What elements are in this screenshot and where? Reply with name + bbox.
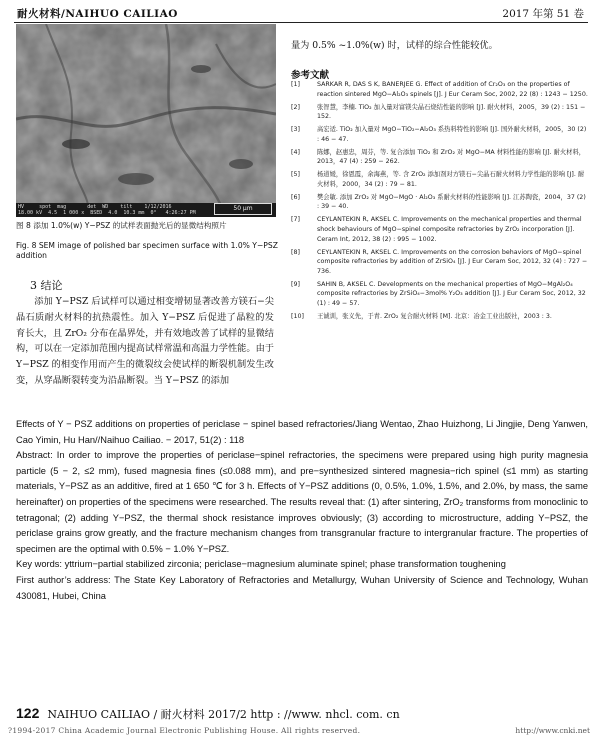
references-heading: 参考文献: [291, 70, 330, 81]
reference-item: [10] 王诚训，张义先，于青. ZrO₂ 复合耐火材料 [M]. 北京：冶金工业出版社，2003 : 3.: [291, 312, 552, 320]
reference-item: [9] SAHIN B, AKSEL C. Developments on the mechanical properties of MgO−MgAl₂O₄ composite refractories by ZrSiO₄−3mol% Y₂O₃ addition [J]. J Eur Ceram Soc, 2012, 32 (1) : 49 − 57.: [291, 280, 586, 307]
conclusion-continuation: 量为 0.5% ~1.0%(w) 时，试样的综合性能较优。: [291, 40, 498, 51]
abstract-text: Abstract: In order to improve the properties of periclase−spinel refractories, the specimens were prepared using high purity magnesia particle (5 − 2, ≤2 mm), fused magnesia fines (≤0.088 mm), and pre−synthesized sintered magnesia−rich spinel (≤1 mm) as starting materials, Y−PSZ as an additive, fired at 1 650 ℃ for 3 h. Effects of Y−PSZ additions (0, 0.5%, 1.0%, 1.5%, and 2.0%, by mass, the same hereinafter) on properties of the specimens were researched. The results reveal that: (1) after sintering, ZrO₂ transforms from monoclinic to tetragonal; (2) adding Y−PSZ, the thermal shock resistance improves obviously; (3) according to microstructure, adding Y−PSZ, the periclase grains grow greatly, and the fracture mechanism changes from transgranular fracture to intergranular fracture. The properties of specimen are the optimal with 0.5% − 1.0% Y−PSZ.: [16, 450, 588, 554]
reference-list: [291, 80, 589, 325]
reference-item: [7] CEYLANTEKIN R, AKSEL C. Improvements on the mechanical properties and thermal shock behaviours of MgO−spinel composite refractories by ZrO₂ incorporation [J]. Ceram Int, 2012, 38 (2) : 995 − 1002.: [291, 216, 582, 243]
reference-item: [8] CEYLANTEKIN R, AKSEL C. Improvements on the corrosion behaviors of MgO−spinel composite refractories by addition of ZrSiO₄ [J]. J Eur Ceram Soc, 2012, 32 (4) : 727 − 736.: [291, 248, 588, 275]
reference-item: [6] 樊会敏. 添加 ZrO₂ 对 MgO−MgO · Al₂O₃ 系耐火材料的性能影响 [J]. 江苏陶瓷，2004，37 (2) : 39 − 40.: [291, 193, 586, 211]
page-footer: [16, 705, 400, 722]
reference-item: [1] SARKAR R, DAS S K, BANERJEE G. Effect of addition of Cr₂O₃ on the properties of reaction sintered MgO−Al₂O₃ spinels [J]. J Eur Ceram Soc, 2002, 22 (8) : 1243 − 1250.: [291, 81, 588, 98]
copyright-notice: ?1994-2017 China Academic Journal Electronic Publishing House. All rights reserved.: [8, 726, 361, 735]
header-rule: [14, 22, 588, 23]
conclusion-paragraph: 添加 Y−PSZ 后试样可以通过相变增韧显著改善方镁石−尖晶石质耐火材料的抗热震性。加入 Y−PSZ 后促进了晶粒的发育长大，且 ZrO₂ 分布在晶界处，并有效地改善了试样的显微结构，可以在一定添加范围内提高试样常温和高温力学性能。由于 Y−PSZ 的相变作用而产生的微裂纹会使试样的断裂机制发生改变，从穿晶断裂转变为沿晶断裂。当 Y−PSZ 的添加: [16, 296, 274, 386]
journal-header: 耐火材料/NAIHUO CAILIAO: [17, 8, 178, 20]
reference-item: [5] 杨道媛，徐恩霞，余海燕，等. 含 ZrO₂ 添加剂对方镁石−尖晶石耐火材料力学性能的影响 [J]. 耐火材料，2000，34 (2) : 79 − 81.: [291, 171, 585, 188]
keywords: Key words: yttrium−partial stabilized zirconia; periclase−magnesium aluminate spinel; phase transformation toughening: [16, 559, 506, 570]
figure-caption-en: Fig. 8 SEM image of polished bar specimen surface with 1.0% Y−PSZ addition: [16, 241, 278, 260]
footer-text: NAIHUO CAILIAO / 耐火材料 2017/2 http : //www. nhcl. com. cn: [47, 708, 400, 721]
cnki-link[interactable]: http://www.cnki.net: [515, 726, 590, 735]
reference-item: [2] 张智慧，李楠. TiO₂ 加入量对富镁尖晶石烧结性能的影响 [J]. 耐火材料，2005，39 (2) : 151 − 152.: [291, 103, 586, 121]
sem-image: [16, 24, 276, 217]
issue-header: 2017 年第 51 卷: [502, 8, 584, 20]
abstract-title-line: Effects of Y − PSZ additions on properties of periclase − spinel based refractories/Jiang Wentao, Zhao Huizhong, Li Jingjie, Deng Yanwen, Cao Yimin, Hu Han//Naihuo Cailiao. − 2017, 51(2) : 118: [16, 419, 588, 445]
sem-info-text: HV spot mag det WD tilt 1/12/2016 18.00 kV 4.5 1 000 x BSED 4.0 10.3 mm 0° 4:26:27 PM: [18, 204, 196, 216]
figure-caption-cn: 图 8 添加 1.0%(w) Y−PSZ 的试样表面抛光后的显微结构照片: [16, 221, 227, 230]
english-abstract: [16, 417, 588, 604]
author-address: First author’s address: The State Key Laboratory of Refractories and Metallurgy, Wuhan University of Science and Technology, Wuhan 430081, Hubei, China: [16, 574, 588, 601]
section-heading: 3 结论: [30, 279, 63, 292]
sem-scale-bar: 50 μm: [214, 203, 272, 215]
sem-texture: [16, 24, 276, 217]
reference-item: [3] 高宏适. TiO₂ 加入量对 MgO−TiO₂−Al₂O₃ 系热料特性的影响 [J]. 国外耐火材料，2005，30 (2) : 46 − 47.: [291, 126, 587, 143]
reference-item: [4] 陈娜，赵惠忠，周芬，等. 复合添加 TiO₂ 和 ZrO₂ 对 MgO−MA 材料性能的影响 [J]. 耐火材料，2013，47 (4) : 259 − 262.: [291, 148, 586, 166]
page-number: 122: [16, 705, 40, 721]
